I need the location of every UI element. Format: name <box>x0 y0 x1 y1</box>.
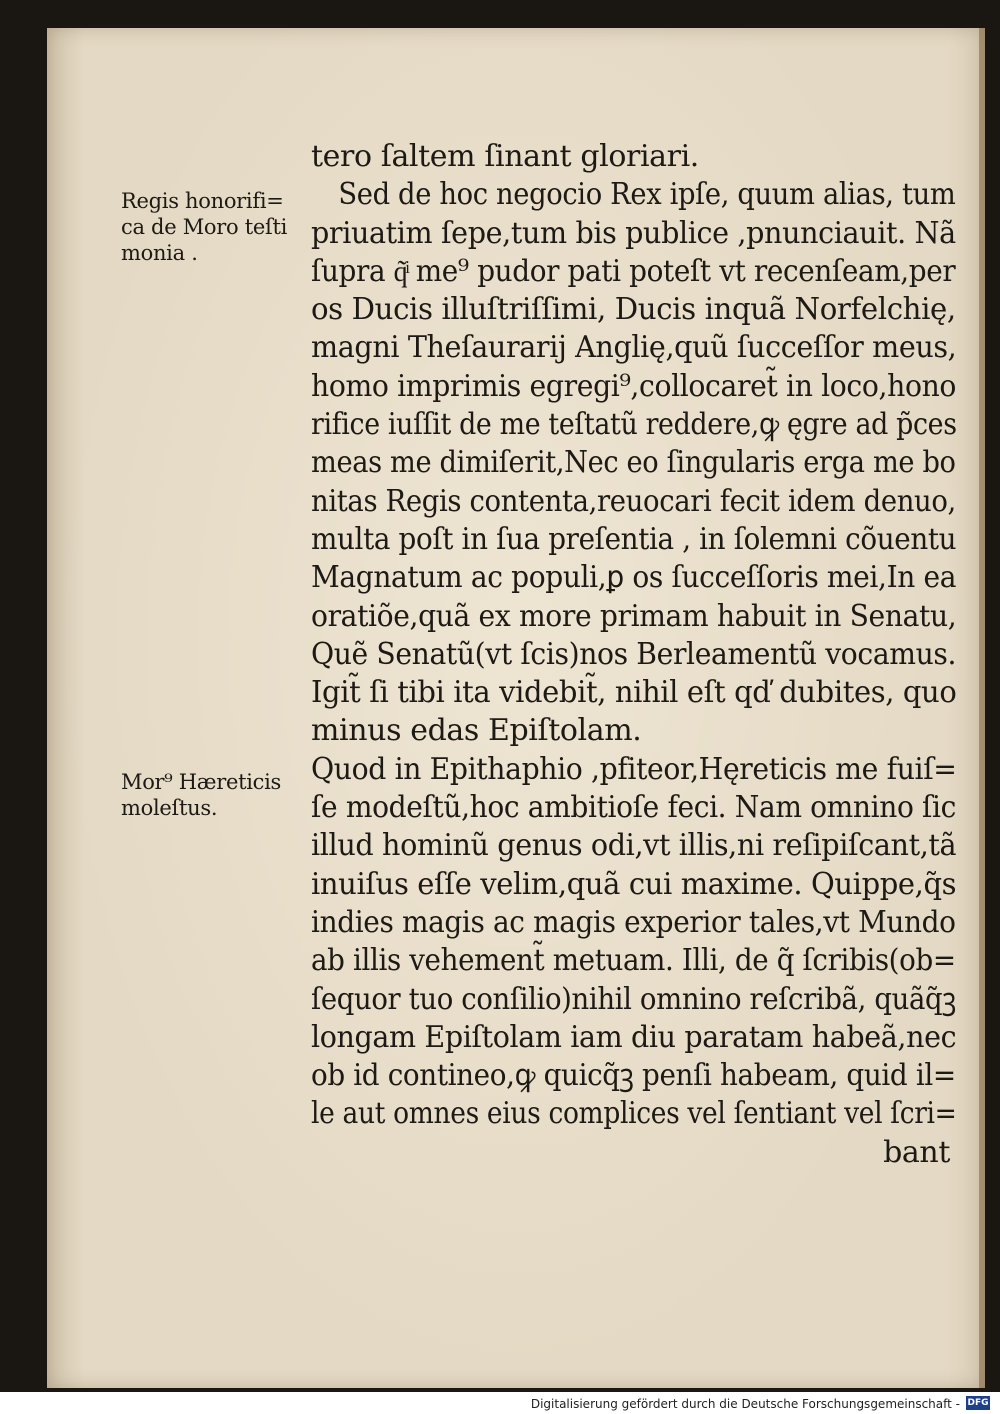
text-line: nitas Regis contenta,reuocari fecit idem denuo, <box>311 483 956 519</box>
text-line: homo imprimis egregi⁹,collocaret̃ in loco,hono <box>311 368 957 404</box>
text-line: ab illis vehement̃ metuam. Illi, de q̃ ſcribis(ob= <box>311 943 956 979</box>
marginal-note-1 <box>121 188 331 266</box>
book-page <box>47 28 985 1388</box>
marginal-note-2 <box>121 769 331 821</box>
text-line: oratiõe,quã ex more primam habuit in Senatu, <box>311 598 957 634</box>
text-line: inuiſus eſſe velim,quã cui maxime. Quippe,q̃s <box>311 866 957 902</box>
text-line: ſupra q̃ͥ me⁹ pudor pati poteſt vt recenſeam,per <box>311 253 956 289</box>
text-line: ob id contineo,ꝙ quicq̃ꝫ penſi habeam, quid il= <box>311 1058 956 1094</box>
text-line: Sed de hoc negocio Rex ipſe, quum alias, tum <box>338 177 956 213</box>
marginal-line: Mor⁹ Hæreticis <box>121 770 282 794</box>
marginal-line: monia . <box>121 241 198 265</box>
marginal-line: Regis honorifi= <box>121 189 284 213</box>
text-line: longam Epiſtolam iam diu paratam habeã,nec <box>311 1019 957 1055</box>
text-line: meas me dimiſerit,Nec eo ſingularis erga me bo <box>311 445 956 481</box>
text-line: rifice iuſſit de me teſtatũ reddere,ꝙ ęgre ad p̃ces <box>311 407 957 443</box>
text-line: ſe modeſtũ,hoc ambitioſe feci. Nam omnino ſic <box>311 790 957 826</box>
text-line: Igit̃ ſi tibi ita videbit̃, nihil eſt qď dubites, quo <box>311 675 957 711</box>
text-line: priuatim ſepe,tum bis publice ,pnunciauit. Nã <box>311 215 956 251</box>
marginal-line: moleſtus. <box>121 796 218 820</box>
text-line: Quod in Epithaphio ,pfiteor,Hęreticis me fuiſ= <box>311 751 957 787</box>
digitization-footer <box>0 1392 1000 1414</box>
text-line: tero ſaltem ſinant gloriari. <box>311 139 699 174</box>
text-line: Magnatum ac populi,ꝑ os ſucceſſoris mei,In ea <box>311 560 957 596</box>
dfg-logo-icon: DFG <box>967 1398 989 1408</box>
body-text <box>311 138 956 1172</box>
text-line: minus edas Epiſtolam. <box>311 713 642 749</box>
page-edge <box>979 28 985 1388</box>
text-line: illud hominũ genus odi,vt illis,ni reſipiſcant,tã <box>311 828 957 864</box>
marginal-line: ca de Moro teſti <box>121 215 287 239</box>
text-line: ſequor tuo conſilio)nihil omnino reſcribã, quãq̃ꝫ <box>311 981 956 1017</box>
text-line: Quẽ Senatũ(vt ſcis)nos Berleamentũ vocamus. <box>311 636 957 672</box>
text-line: le aut omnes eius complices vel ſentiant vel ſcri= <box>311 1096 957 1132</box>
text-line: os Ducis illuſtriſſimi, Ducis inquã Norfelchię, <box>311 292 956 328</box>
text-line: magni Theſaurarij Anglię,quũ ſucceſſor meus, <box>311 330 957 366</box>
funding-credit: Digitalisierung gefördert durch die Deutsche Forschungsgemeinschaft - <box>530 1397 960 1411</box>
catchword: bant <box>883 1134 950 1170</box>
text-line: multa poſt in ſua preſentia , in ſolemni cõuentu <box>311 521 957 557</box>
text-line: indies magis ac magis experior tales,vt Mundo <box>311 904 956 940</box>
